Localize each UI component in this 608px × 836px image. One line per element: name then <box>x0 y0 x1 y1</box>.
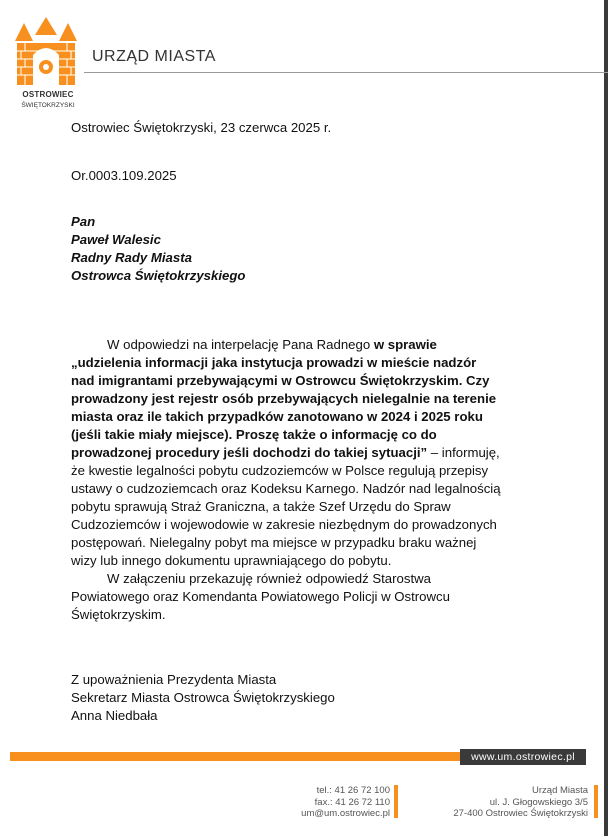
header-divider <box>84 72 608 73</box>
email-link[interactable]: um@um.ostrowiec.pl <box>301 808 390 819</box>
body-line: „udzielenia informacji jaka instytucja prowadzi w mieście nadzór <box>71 355 477 370</box>
contact-accent-bar <box>394 785 398 818</box>
body-line: pobytu sprawują Straż Graniczna, a także Szef Urzędu do Spraw <box>71 499 451 514</box>
footer-accent-bar <box>10 752 460 761</box>
body-text: – informuję, <box>427 445 500 460</box>
body-text: W odpowiedzi na interpelację Pana Radnego <box>107 337 374 352</box>
office-street: ul. J. Głogowskiego 3/5 <box>489 796 588 808</box>
office-address <box>453 785 588 820</box>
body-line: ustawy o cudzoziemcach oraz Kodeksu Karnego. Nadzór nad legalnością <box>71 481 501 496</box>
body-line <box>71 336 551 354</box>
body-line: nad imigrantami przebywającymi w Ostrowcu Świętokrzyskim. Czy <box>71 373 490 388</box>
body-line: wizy lub innego dokumentu uprawniającego do pobytu. <box>71 553 392 568</box>
logo-city-subname: ŚWIĘTOKRZYSKI <box>21 102 75 109</box>
fax: fax.: 41 26 72 110 <box>314 796 390 808</box>
signature-block <box>71 671 335 725</box>
body-line: postępowań. Nielegalny pobyt ma miejsce w przypadku braku ważnej <box>71 535 477 550</box>
logo-city-name: OSTROWIEC <box>22 90 74 99</box>
body-line: miasta oraz ile takich przypadków zanotowano w 2024 i 2025 roku <box>71 409 483 424</box>
body-line: Świętokrzyskim. <box>71 607 166 622</box>
contact-info <box>301 785 390 820</box>
body-line: że kwestie legalności pobytu cudzoziemców w Polsce regulują przepisy <box>71 463 489 478</box>
phone: tel.: 41 26 72 100 <box>316 785 390 796</box>
signature-line: Z upoważnienia Prezydenta Miasta <box>71 672 277 687</box>
addressee-line: Ostrowca Świętokrzyskiego <box>71 268 246 283</box>
body-line <box>71 444 551 462</box>
city-coat-of-arms-logo <box>13 15 79 87</box>
body-line: Cudzoziemców i wojewodowie w zakresie niezbędnym do prowadzonych <box>71 517 497 532</box>
signature-line: Anna Niedbała <box>71 708 158 723</box>
signature-line: Sekretarz Miasta Ostrowca Świętokrzyskiego <box>71 690 335 705</box>
addressee-line: Paweł Walesic <box>71 232 161 247</box>
addressee-block <box>71 213 245 285</box>
body-text-bold: w sprawie <box>373 337 437 352</box>
reference-number: Or.0003.109.2025 <box>71 168 177 183</box>
body-line: (jeśli takie miały miejsce). Proszę także o informację co do <box>71 427 437 442</box>
office-accent-bar <box>594 785 598 818</box>
body-line: Powiatowego oraz Komendanta Powiatowego Policji w Ostrowcu <box>71 589 450 604</box>
addressee-line: Pan <box>71 214 96 229</box>
website-link[interactable]: www.um.ostrowiec.pl <box>460 749 586 765</box>
body-line: W załączeniu przekazuję również odpowiedź Starostwa <box>107 571 431 586</box>
office-name: Urząd Miasta <box>532 785 588 796</box>
letter-body <box>71 336 551 624</box>
page-edge <box>604 0 608 836</box>
body-text-bold: prowadzonej procedury jeśli dochodzi do takiej sytuacji” <box>71 445 428 460</box>
office-city: 27-400 Ostrowiec Świętokrzyski <box>453 808 588 819</box>
body-line: prowadzony jest rejestr osób przebywających nielegalnie na terenie <box>71 391 497 406</box>
addressee-line: Radny Rady Miasta <box>71 250 192 265</box>
place-date: Ostrowiec Świętokrzyski, 23 czerwca 2025 r. <box>71 120 332 135</box>
office-title: URZĄD MIASTA <box>92 48 216 65</box>
